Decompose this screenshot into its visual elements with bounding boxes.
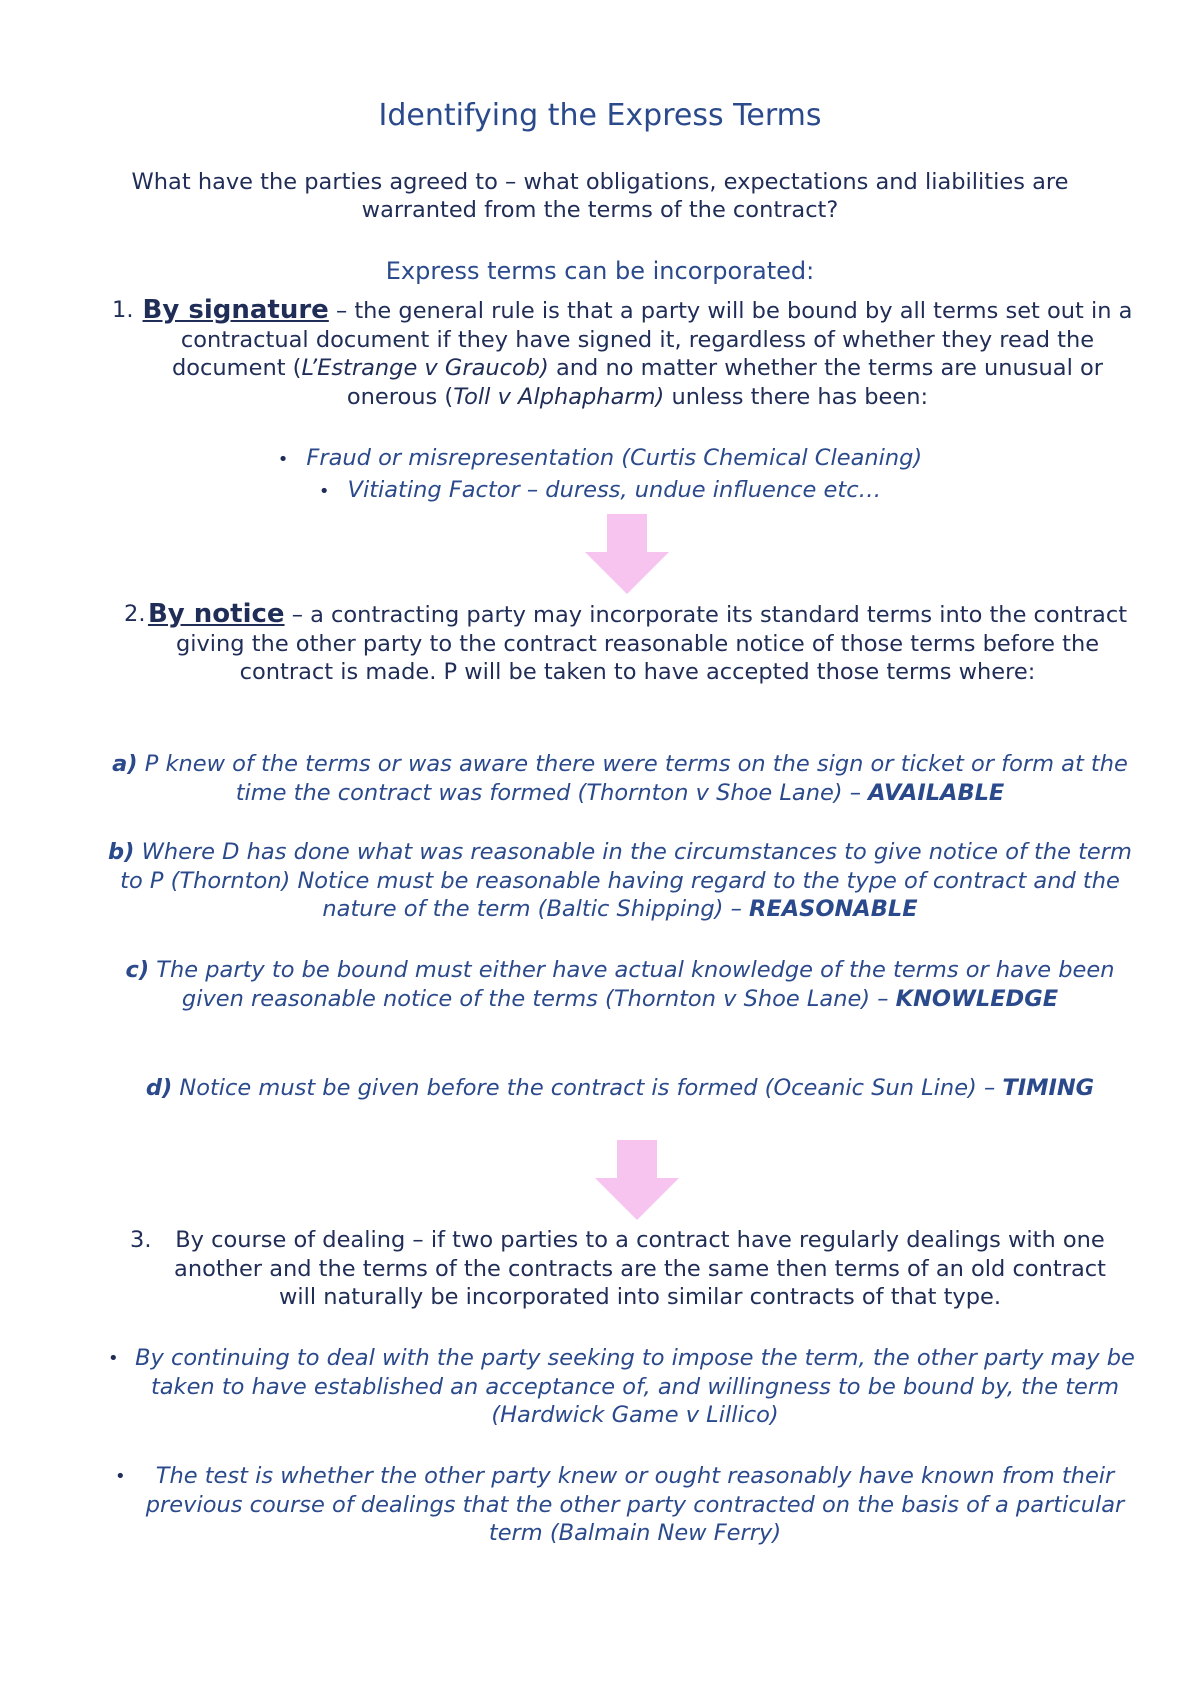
down-arrow-icon xyxy=(595,1140,679,1220)
item1-case2: Toll v Alphapharm) xyxy=(453,383,665,410)
sub-keyword: REASONABLE xyxy=(749,896,918,922)
item2-text: – a contracting party may incorporate its standard terms into the contract giving the other party to the contract reasonable notice of those terms before the contract is made. P will be taken to have accepted those terms where: xyxy=(175,602,1128,685)
item1-bullet xyxy=(0,476,1200,507)
sub-keyword: TIMING xyxy=(1002,1075,1095,1101)
item3-paragraph: By course of dealing – if two parties to a contract have regularly dealings with one another and the terms of the contracts are the same then terms of an old contract will naturally be incorporated into similar contracts of that type. xyxy=(174,1227,1106,1310)
bullet-dot: • xyxy=(318,481,330,502)
bullet-dot: • xyxy=(277,449,289,470)
item2-sub-d xyxy=(100,1074,1140,1103)
sub-text: Notice must be given before the contract is formed (Oceanic Sun Line) – xyxy=(172,1075,1003,1101)
item1-case1: L’Estrange v Graucob) xyxy=(301,355,549,381)
item2-number: 2. xyxy=(124,601,146,627)
item1-bullet xyxy=(0,444,1200,475)
sub-label: b) xyxy=(108,839,135,865)
item1-bullet-text: Vitiating Factor – duress, undue influence etc… xyxy=(347,477,882,503)
sub-keyword: AVAILABLE xyxy=(868,779,1005,806)
item1-heading: By signature xyxy=(142,295,329,325)
item2-sub-c xyxy=(100,956,1140,1013)
item3-bullet-text: By continuing to deal with the party seeking to impose the term, the other party may be taken to have established an acceptance of, and willingness to be bound by, the term (Hardwick Game v Lillico) xyxy=(135,1345,1135,1428)
item1-text-c: unless there has been: xyxy=(664,383,929,410)
item1-paragraph xyxy=(140,296,1135,411)
item3-number: 3. xyxy=(130,1227,152,1253)
item1-text-b: and no matter whether the terms are unusual or onerous ( xyxy=(346,355,1103,410)
sub-text: P knew of the terms or was aware there were terms on the sign or ticket or form at the time the contract was formed (Thornton v Shoe Lane) – xyxy=(137,751,1128,806)
item2-sub-b xyxy=(100,838,1140,924)
down-arrow-icon xyxy=(585,514,669,594)
item2-paragraph xyxy=(140,600,1135,687)
sub-label: d) xyxy=(145,1075,173,1101)
item3-bullet-text: The test is whether the other party knew or ought reasonably have known from their previous course of dealings that the other party contracted on the basis of a particular term (Balmain New Ferry) xyxy=(145,1463,1125,1546)
item2-heading: By notice xyxy=(147,599,285,629)
item1-bullet-text: Fraud or misrepresentation (Curtis Chemical Cleaning) xyxy=(306,445,923,471)
sub-label: a) xyxy=(112,751,138,777)
sub-keyword: KNOWLEDGE xyxy=(895,985,1059,1012)
item1-text-a: – the general rule is that a party will be bound by all terms set out in a contractual document if they have signed it, regardless of whether they read the document ( xyxy=(172,298,1133,381)
bullet-dot: • xyxy=(115,1466,126,1487)
item2-sub-a xyxy=(100,750,1140,807)
item1-number: 1. xyxy=(112,297,134,323)
sub-text: Where D has done what was reasonable in the circumstances to give notice of the term to P (Thornton) Notice must be reasonable having regard to the type of contract and the nature of the term (Baltic Shipping) – xyxy=(120,839,1132,922)
sub-label: c) xyxy=(125,957,150,983)
incorporated-heading: Express terms can be incorporated: xyxy=(385,257,815,285)
sub-text: The party to be bound must either have actual knowledge of the terms or have been given reasonable notice of the terms (Thornton v Shoe Lane) – xyxy=(149,957,1115,1012)
page-title: Identifying the Express Terms xyxy=(378,98,822,133)
intro-paragraph: What have the parties agreed to – what obligations, expectations and liabilities are warranted from the terms of the contract? xyxy=(131,169,1069,223)
bullet-dot: • xyxy=(108,1348,119,1369)
